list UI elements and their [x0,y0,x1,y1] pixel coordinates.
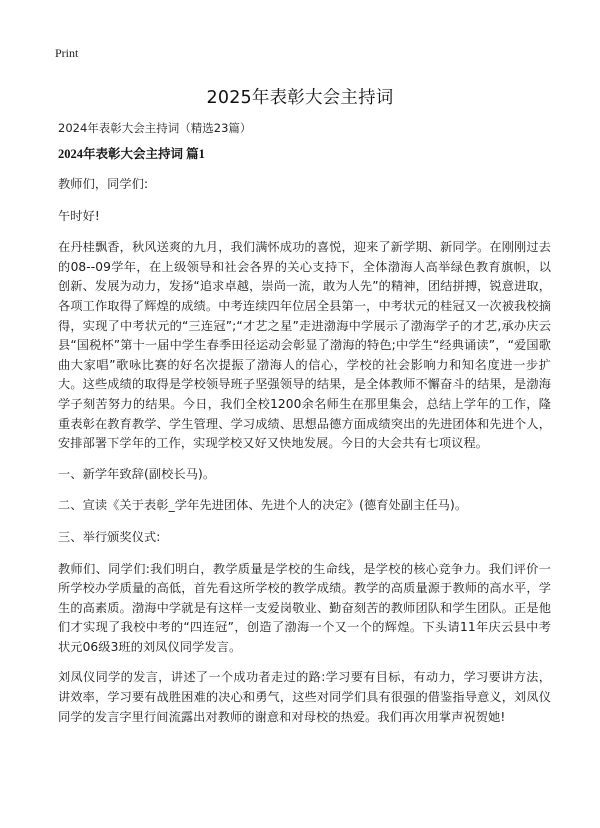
document-subtitle: 2024年表彰大会主持词（精选23篇） [58,121,252,135]
body-paragraph: 刘凤仪同学的发言，讲述了一个成功者走过的路:学习要有目标，有动力，学习要讲方法，讲效率，学习要有战胜困难的决心和勇气，这些对同学们具有很强的借鉴指导意义，刘凤仪同学的发言字里行间流露出对教师的谢意和对母校的热爱。我们再次用掌声祝贺她! [58,670,551,724]
document-body [58,120,551,738]
greeting-paragraph: 午时好! [58,208,100,223]
agenda-item: 一、新学年致辞(副校长马)。 [58,466,216,481]
body-paragraph: 教师们、同学们:我们明白，教学质量是学校的生命线，是学校的核心竞争力。我们评价一所学校办学质量的高低，首先看这所学校的教学成绩。教学的高质量源于教师的高水平，学生的高素质。渤海中学就是有这样一支爱岗敬业、勤奋刻苦的教师团队和学生团队。正是他们才实现了我校中考的“四连冠”，创造了渤海一个又一个的辉煌。下头请11年庆云县中考状元06级3班的刘凤仪同学发言。 [58,561,551,654]
body-paragraph: 在丹桂飘香，秋风送爽的九月，我们满怀成功的喜悦，迎来了新学期、新同学。在刚刚过去的08--09学年，在上级领导和社会各界的关心支持下，全体渤海人高举绿色教育旗帜，以创新、发展为动力，发扬“追求卓越，崇尚一流，敢为人先”的精神，团结拼搏，锐意进取，各项工作取得了辉煌的成绩。中考连续四年位居全县第一，中考状元的桂冠又一次被我校摘得，实现了中考状元的“三连冠”;“才艺之星”走进渤海中学展示了渤海学子的才艺,承办庆云县“国税杯”第十一届中学生春季田径运动会彰显了渤海的特色;中学生“经典诵读”，“爱国歌曲大家唱”歌咏比赛的好名次提振了渤海人的信心，学校的社会影响力和知名度进一步扩大。这些成绩的取得是学校领导班子坚强领导的结果，是全体教师不懈奋斗的结果，是渤海学子刻苦努力的结果。今日，我们全校1200余名师生在那里集会，总结上学年的工作，隆重表彰在教育教学、学生管理、学习成绩、思想品德方面成绩突出的先进团体和先进个人，安排部署下学年的工作，实现学校又好又快地发展。今日的大会共有七项议程。 [58,240,551,451]
agenda-item: 三、举行颁奖仪式: [58,529,161,544]
document-title: 2025年表彰大会主持词 [206,88,394,108]
print-link[interactable]: Print [55,46,79,60]
agenda-item: 二、宣读《关于表彰_学年先进团体、先进个人的决定》(德育处副主任马)。 [58,498,468,513]
greeting-paragraph: 教师们，同学们: [58,177,149,191]
section-heading: 2024年表彰大会主持词 篇1 [58,147,205,161]
